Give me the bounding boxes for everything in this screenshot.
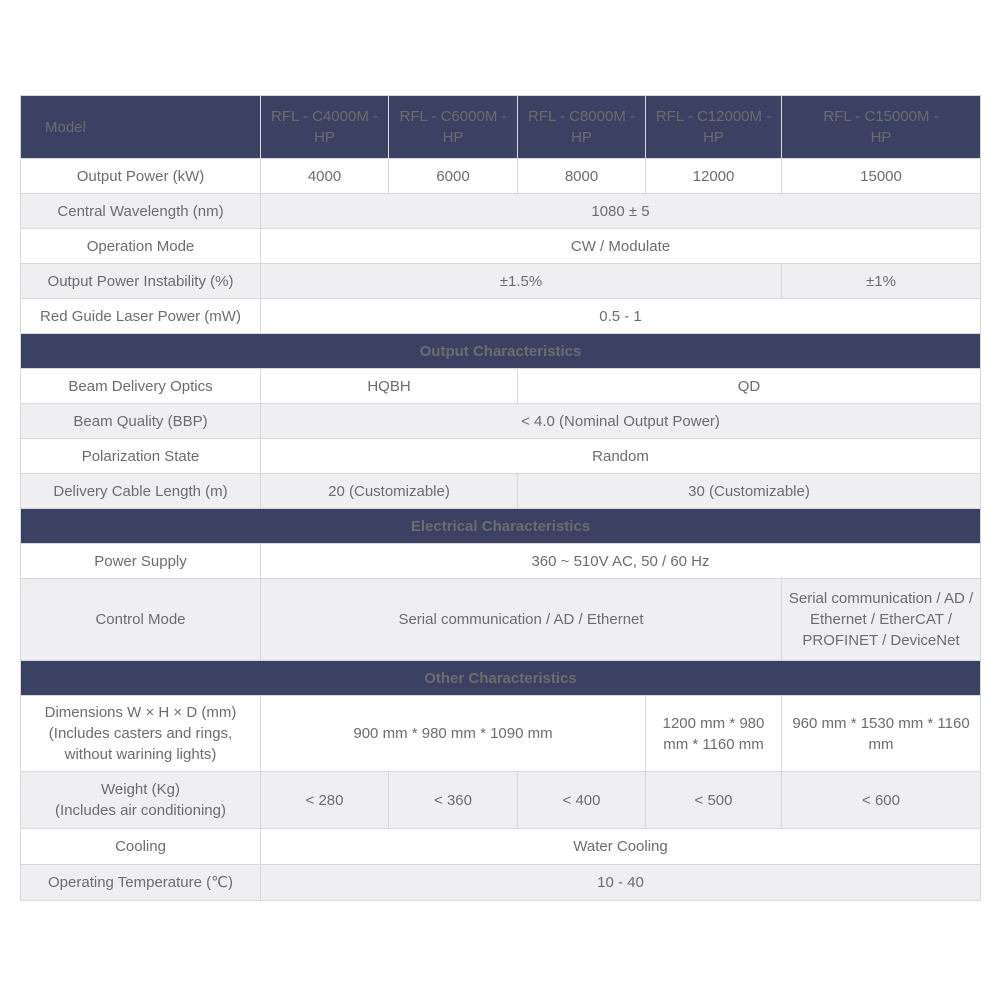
cell-value: 1080 ± 5 (261, 194, 981, 229)
row-delivery-cable-length (21, 474, 981, 509)
row-label: Operating Temperature (℃) (21, 865, 261, 901)
header-col-text: RFL - C6000M - HP (399, 108, 507, 146)
section-title: Output Characteristics (21, 334, 981, 369)
row-label-line: (Includes air conditioning) (55, 802, 226, 819)
header-col-text: RFL - C8000M - HP (528, 108, 635, 146)
cell-value: 0.5 - 1 (261, 299, 981, 334)
cell-value: Random (261, 439, 981, 474)
header-col-text: RFL - C4000M - HP (271, 108, 378, 146)
header-model-label: Model (21, 96, 261, 159)
cell-value: 4000 (261, 159, 389, 194)
header-col-c15000m (782, 96, 981, 159)
row-label: Control Mode (21, 579, 261, 661)
cell-value: 15000 (782, 159, 981, 194)
cell-value: 6000 (389, 159, 518, 194)
row-central-wavelength (21, 194, 981, 229)
row-label: Operation Mode (21, 229, 261, 264)
row-label-line: without warining lights) (64, 746, 217, 763)
row-label: Polarization State (21, 439, 261, 474)
row-label-line: Dimensions W × H × D (mm) (44, 704, 237, 721)
header-col-c4000m (261, 96, 389, 159)
cell-value: Serial communication / AD / Ethernet (261, 579, 782, 661)
section-other-characteristics (21, 661, 981, 696)
row-label-line: (Includes casters and rings, (48, 725, 233, 742)
cell-value: ±1.5% (261, 264, 782, 299)
header-col-c6000m (389, 96, 518, 159)
cell-value: < 500 (646, 772, 782, 829)
cell-value: 900 mm * 980 mm * 1090 mm (261, 696, 646, 772)
cell-value: < 280 (261, 772, 389, 829)
row-cooling (21, 829, 981, 865)
table-header-row (21, 96, 981, 159)
cell-value: HQBH (261, 369, 518, 404)
row-label: Output Power Instability (%) (21, 264, 261, 299)
header-col-text: RFL - C12000M - HP (655, 108, 772, 146)
cell-value: 8000 (518, 159, 646, 194)
cell-value: 10 - 40 (261, 865, 981, 901)
section-output-characteristics (21, 334, 981, 369)
row-beam-quality (21, 404, 981, 439)
header-col-text: RFL - C15000M - HP (823, 108, 939, 146)
row-label: Output Power (kW) (21, 159, 261, 194)
section-title: Electrical Characteristics (21, 509, 981, 544)
row-weight (21, 772, 981, 829)
cell-value: 30 (Customizable) (518, 474, 981, 509)
row-power-supply (21, 544, 981, 579)
row-polarization-state (21, 439, 981, 474)
cell-value: 360 ~ 510V AC, 50 / 60 Hz (261, 544, 981, 579)
row-label: Delivery Cable Length (m) (21, 474, 261, 509)
cell-value: 20 (Customizable) (261, 474, 518, 509)
row-label (21, 772, 261, 829)
row-label: Red Guide Laser Power (mW) (21, 299, 261, 334)
row-label: Central Wavelength (nm) (21, 194, 261, 229)
row-output-power-instability (21, 264, 981, 299)
row-label: Beam Delivery Optics (21, 369, 261, 404)
row-control-mode (21, 579, 981, 661)
cell-value: < 600 (782, 772, 981, 829)
cell-value: < 400 (518, 772, 646, 829)
row-label-line: Weight (Kg) (101, 781, 180, 798)
row-label (21, 696, 261, 772)
cell-value: 1200 mm * 980 mm * 1160 mm (646, 696, 782, 772)
cell-value: QD (518, 369, 981, 404)
row-red-guide-laser-power (21, 299, 981, 334)
cell-value: < 4.0 (Nominal Output Power) (261, 404, 981, 439)
header-col-c8000m (518, 96, 646, 159)
cell-value: 960 mm * 1530 mm * 1160 mm (782, 696, 981, 772)
row-dimensions (21, 696, 981, 772)
section-electrical-characteristics (21, 509, 981, 544)
cell-value: Serial communication / AD / Ethernet / EtherCAT / PROFINET / DeviceNet (782, 579, 981, 661)
row-beam-delivery-optics (21, 369, 981, 404)
section-title: Other Characteristics (21, 661, 981, 696)
row-operation-mode (21, 229, 981, 264)
row-output-power (21, 159, 981, 194)
row-label: Beam Quality (BBP) (21, 404, 261, 439)
cell-value: ±1% (782, 264, 981, 299)
cell-value: 12000 (646, 159, 782, 194)
spec-table (20, 95, 981, 901)
header-col-c12000m (646, 96, 782, 159)
row-operating-temperature (21, 865, 981, 901)
cell-value: Water Cooling (261, 829, 981, 865)
row-label: Cooling (21, 829, 261, 865)
cell-value: CW / Modulate (261, 229, 981, 264)
cell-value: < 360 (389, 772, 518, 829)
row-label: Power Supply (21, 544, 261, 579)
